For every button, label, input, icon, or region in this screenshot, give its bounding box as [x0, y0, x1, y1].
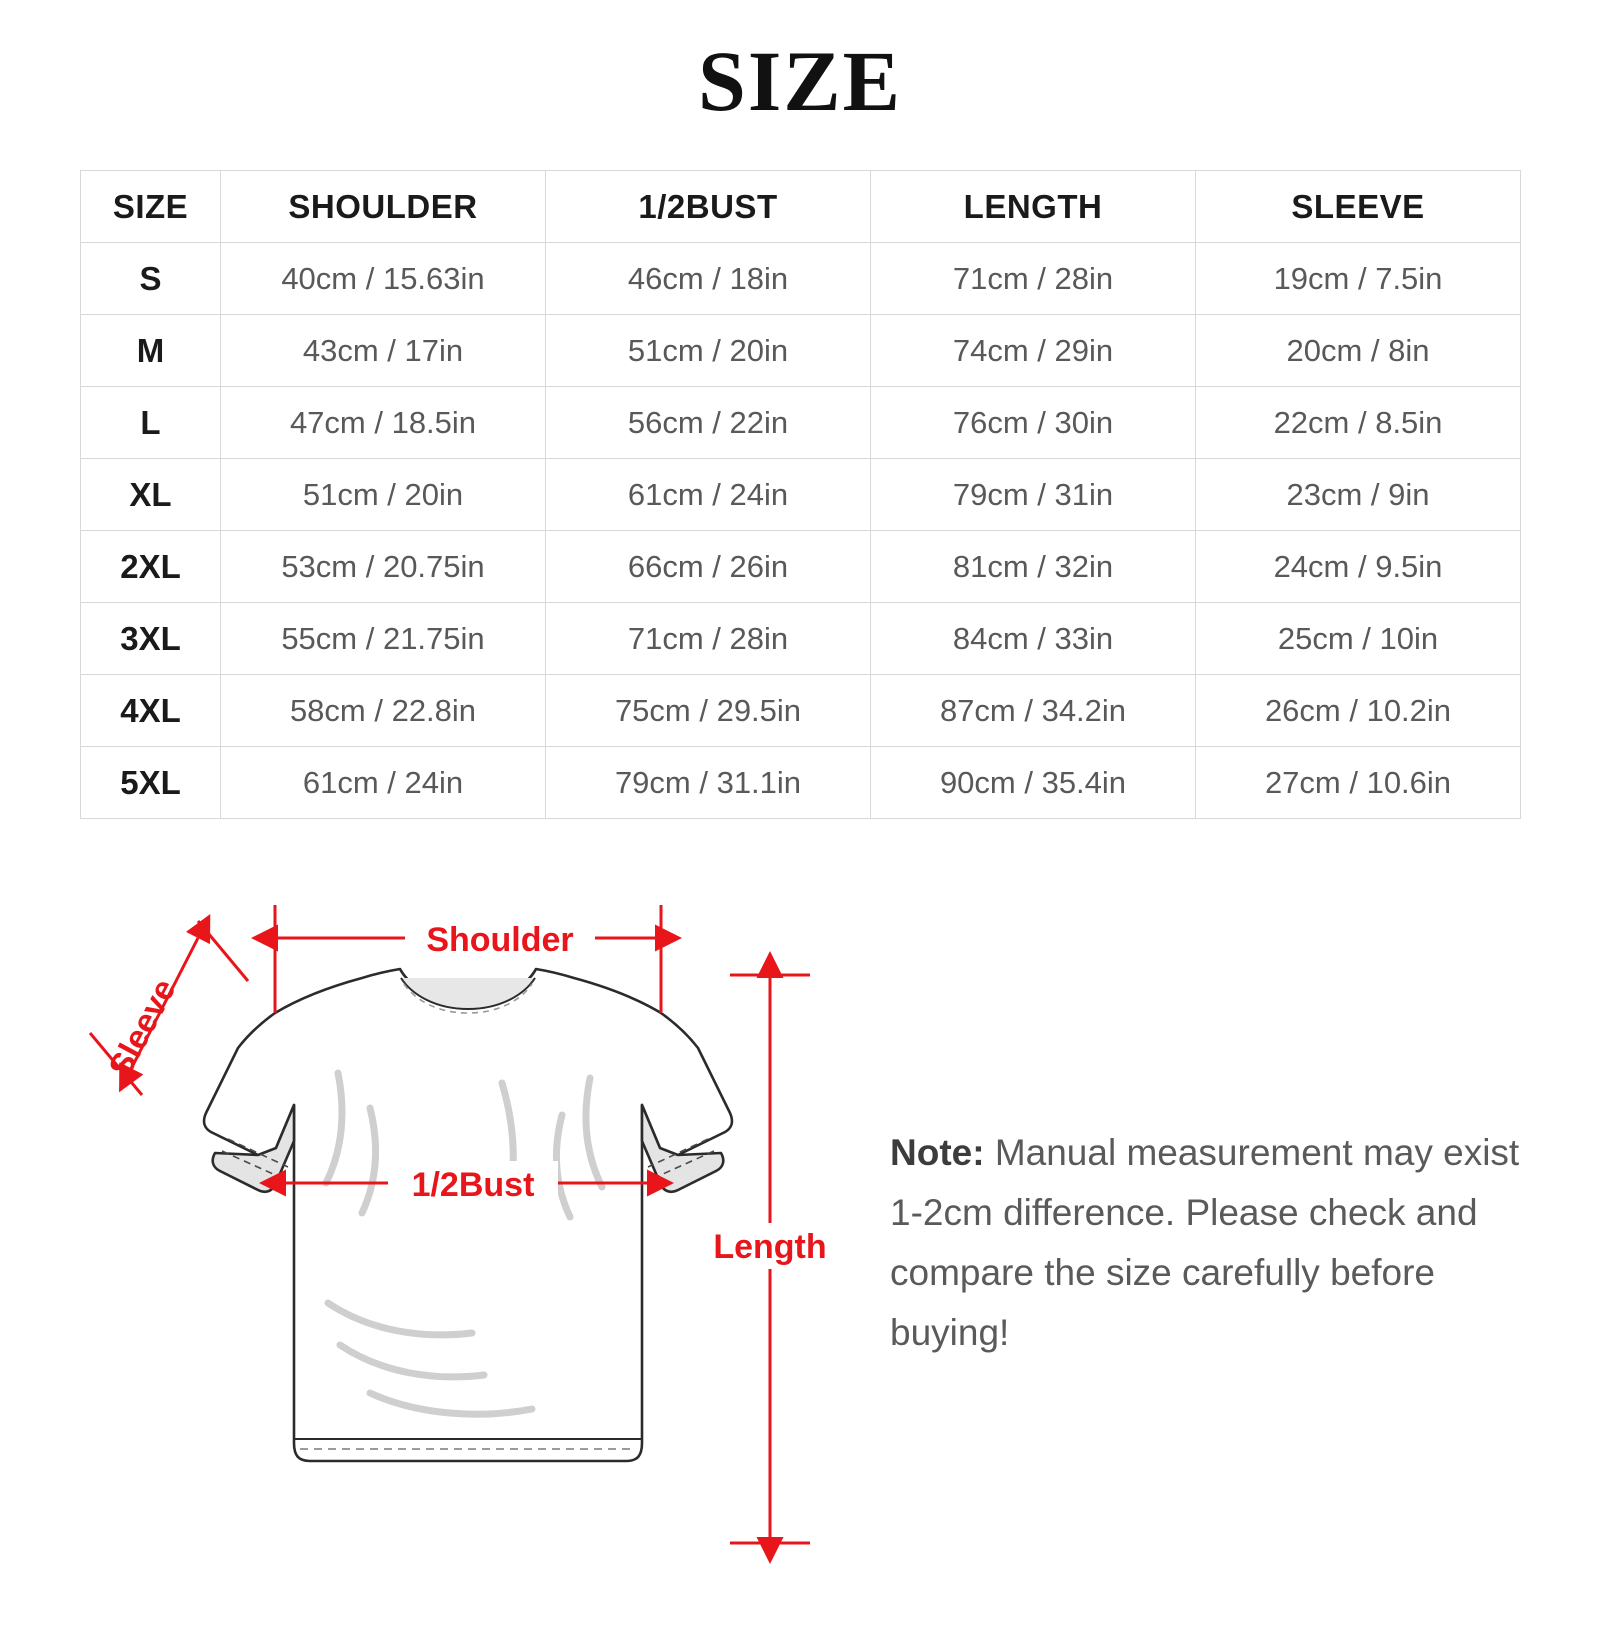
- cell-length: 81cm / 32in: [871, 531, 1196, 603]
- cell-length: 87cm / 34.2in: [871, 675, 1196, 747]
- cell-length: 71cm / 28in: [871, 243, 1196, 315]
- cell-sleeve: 25cm / 10in: [1196, 603, 1521, 675]
- cell-bust: 46cm / 18in: [546, 243, 871, 315]
- cell-size: XL: [81, 459, 221, 531]
- cell-shoulder: 51cm / 20in: [221, 459, 546, 531]
- cell-bust: 75cm / 29.5in: [546, 675, 871, 747]
- note-text: Manual measurement may exist 1-2cm difference. Please check and compare the size carefully before buying!: [890, 1132, 1520, 1353]
- page-title: SIZE: [697, 33, 903, 129]
- cell-shoulder: 40cm / 15.63in: [221, 243, 546, 315]
- table-row: [81, 747, 1521, 819]
- cell-bust: 61cm / 24in: [546, 459, 871, 531]
- cell-length: 84cm / 33in: [871, 603, 1196, 675]
- table-row: [81, 387, 1521, 459]
- table-row: [81, 315, 1521, 387]
- note-block: [890, 1123, 1550, 1363]
- cell-sleeve: 26cm / 10.2in: [1196, 675, 1521, 747]
- cell-sleeve: 23cm / 9in: [1196, 459, 1521, 531]
- cell-size: 5XL: [81, 747, 221, 819]
- column-header-size: SIZE: [81, 171, 221, 243]
- cell-sleeve: 22cm / 8.5in: [1196, 387, 1521, 459]
- cell-sleeve: 27cm / 10.6in: [1196, 747, 1521, 819]
- cell-bust: 79cm / 31.1in: [546, 747, 871, 819]
- cell-shoulder: 61cm / 24in: [221, 747, 546, 819]
- cell-length: 74cm / 29in: [871, 315, 1196, 387]
- size-table-container: [80, 170, 1520, 819]
- label-shoulder: Shoulder: [426, 921, 574, 959]
- column-header-shoulder: SHOULDER: [221, 171, 546, 243]
- cell-shoulder: 55cm / 21.75in: [221, 603, 546, 675]
- cell-size: 3XL: [81, 603, 221, 675]
- table-row: [81, 243, 1521, 315]
- cell-size: 2XL: [81, 531, 221, 603]
- cell-size: M: [81, 315, 221, 387]
- cell-size: L: [81, 387, 221, 459]
- cell-length: 76cm / 30in: [871, 387, 1196, 459]
- cell-bust: 66cm / 26in: [546, 531, 871, 603]
- label-sleeve: Sleeve: [100, 972, 183, 1083]
- cell-bust: 56cm / 22in: [546, 387, 871, 459]
- cell-sleeve: 24cm / 9.5in: [1196, 531, 1521, 603]
- cell-sleeve: 19cm / 7.5in: [1196, 243, 1521, 315]
- cell-shoulder: 47cm / 18.5in: [221, 387, 546, 459]
- table-header-row: [81, 171, 1521, 243]
- cell-shoulder: 53cm / 20.75in: [221, 531, 546, 603]
- table-row: [81, 531, 1521, 603]
- cell-bust: 51cm / 20in: [546, 315, 871, 387]
- cell-sleeve: 20cm / 8in: [1196, 315, 1521, 387]
- column-header-bust: 1/2BUST: [546, 171, 871, 243]
- cell-shoulder: 43cm / 17in: [221, 315, 546, 387]
- label-bust: 1/2Bust: [411, 1166, 535, 1204]
- size-chart-table: [80, 170, 1521, 819]
- cell-bust: 71cm / 28in: [546, 603, 871, 675]
- cell-size: S: [81, 243, 221, 315]
- cell-size: 4XL: [81, 675, 221, 747]
- label-length: Length: [713, 1228, 827, 1266]
- note-label: Note:: [890, 1132, 985, 1173]
- table-row: [81, 603, 1521, 675]
- tshirt-illustration: [204, 969, 732, 1461]
- table-row: [81, 459, 1521, 531]
- cell-shoulder: 58cm / 22.8in: [221, 675, 546, 747]
- column-header-sleeve: SLEEVE: [1196, 171, 1521, 243]
- cell-length: 79cm / 31in: [871, 459, 1196, 531]
- column-header-length: LENGTH: [871, 171, 1196, 243]
- table-row: [81, 675, 1521, 747]
- measurement-diagram: [70, 883, 870, 1583]
- cell-length: 90cm / 35.4in: [871, 747, 1196, 819]
